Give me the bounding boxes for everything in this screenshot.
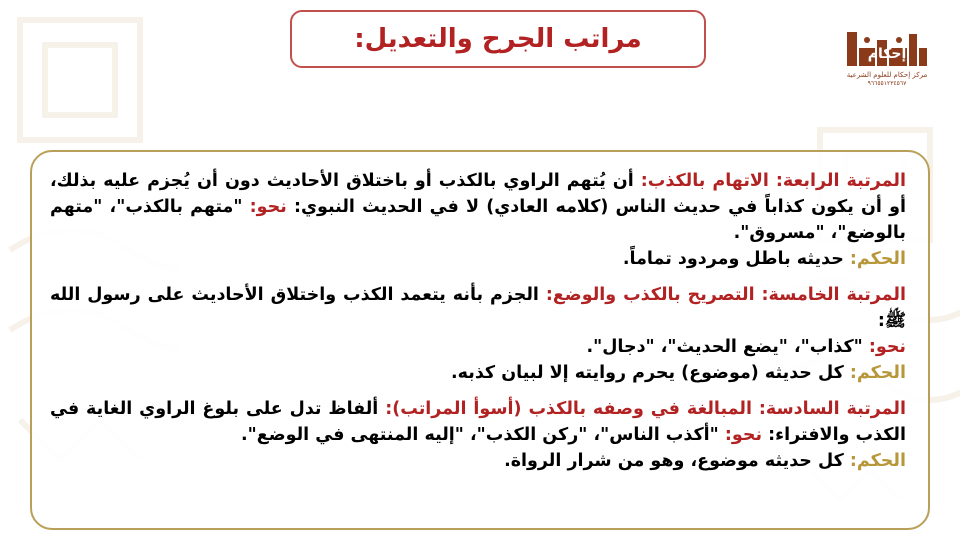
ruling-text: كل حديثه (موضوع) يحرم روايته إلا لبيان كذبه. (450, 363, 850, 383)
section-body: ألفاظ تدل على بلوغ الراوي الغاية في الكذب والافتراء: (50, 399, 906, 445)
ruling-line (50, 448, 906, 474)
example-line (50, 334, 906, 360)
ruling-line (50, 246, 906, 272)
section-heading: المرتبة السادسة: المبالغة في وصفه بالكذب (أسوأ المراتب): (385, 399, 906, 419)
section-paragraph (50, 282, 906, 334)
section-heading: المرتبة الرابعة: الاتهام بالكذب: (640, 171, 906, 191)
ruling-line (50, 360, 906, 386)
example-text: "كذاب"، "يضع الحديث"، "دجال". (586, 337, 869, 357)
section-rank-4 (50, 168, 906, 272)
ruling-label: الحكم: (849, 451, 906, 471)
ruling-text: كل حديثه موضوع، وهو من شرار الرواة. (504, 451, 850, 471)
title-box (290, 10, 706, 68)
logo-phone: ٩٦٦٥٥١٢٣٤٥٦٧ (867, 80, 907, 87)
logo-mark-icon (845, 28, 929, 70)
page-title: مراتب الجرح والتعديل: (354, 24, 642, 54)
example-label: نحو: (724, 425, 763, 445)
section-paragraph (50, 396, 906, 448)
ruling-label: الحكم: (849, 363, 906, 383)
section-rank-5 (50, 282, 906, 386)
section-heading: المرتبة الخامسة: التصريح بالكذب والوضع: (545, 285, 906, 305)
content-box (30, 150, 930, 530)
section-body: الجزم بأنه يتعمد الكذب واختلاق الأحاديث على رسول الله ﷺ: (50, 285, 906, 331)
section-body: أن يُتهم الراوي بالكذب أو باختلاق الأحاديث دون أن يُجزم عليه بذلك، أو أن يكون كذاباً في حديث الناس (كلامه العادي) لا في الحديث النبوي: (50, 171, 907, 217)
example-text: "متهم بالكذب"، "متهم بالوضع"، "مسروق". (50, 197, 906, 243)
section-paragraph (50, 168, 906, 246)
logo-subtitle: مركز إحكام للعلوم الشرعية (846, 71, 928, 79)
example-label: نحو: (249, 197, 287, 217)
example-label: نحو: (868, 337, 906, 357)
example-text: "أكذب الناس"، "ركن الكذب"، "إليه المنتهى في الوضع". (241, 425, 725, 445)
section-rank-6 (50, 396, 906, 474)
svg-text:إحكام: إحكام (867, 46, 907, 62)
logo (842, 28, 932, 92)
ruling-text: حديثه باطل ومردود تماماً. (622, 249, 850, 269)
ruling-label: الحكم: (849, 249, 906, 269)
